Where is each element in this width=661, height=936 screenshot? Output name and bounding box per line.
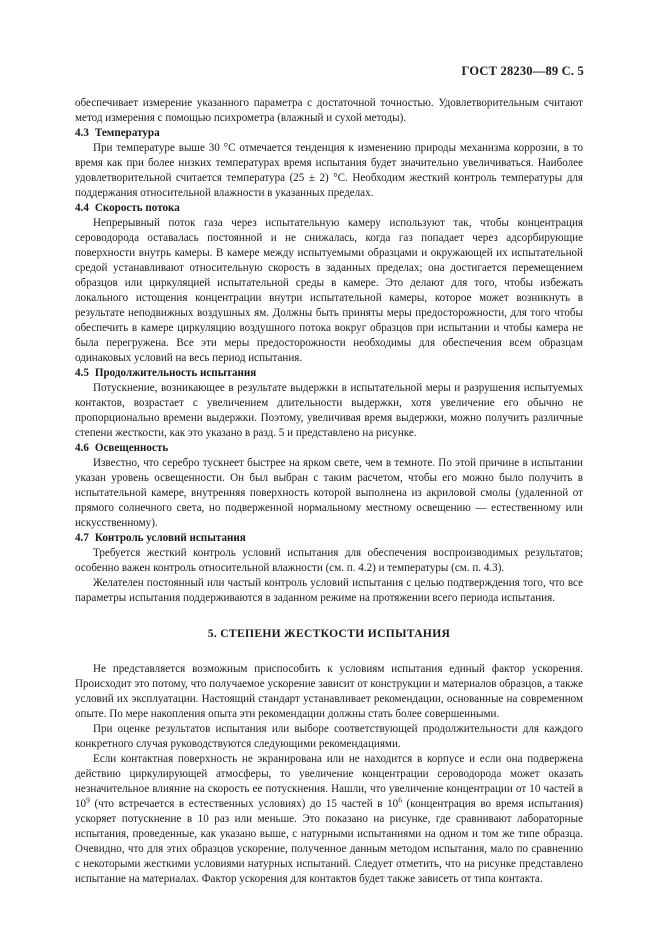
- section-4-4-text: Непрерывный поток газа через испытательную камеру используют так, чтобы концентрация сероводорода оставалась постоянной и не снижалась, когда газ попадает через адсорбирующие поверхности внутрь камеры. В камере между испытуемыми образцами и окружающей их испытательной средой устанавливают относительную скорость в заданных пределах; она достигается перемещением образцов или циркуляцией испытательной среды в камере. Это делают для того, чтобы избежать локального истощения концентрации внутри испытательной камеры, которое может возникнуть в результате неподвижных воздушных ям. Должны быть приняты меры предосторожности, для того чтобы обеспечить в камере циркуляцию воздушного потока вокруг образцов при испытании и чтобы камера не была перегружена. Все эти меры предосторожности необходимы для обеспечения всем образцам одинаковых условий на весь период испытания.: [75, 217, 583, 364]
- section-title: Скорость потока: [94, 202, 180, 214]
- section-4-6-heading: [75, 441, 583, 456]
- page-header: ГОСТ 28230—89 С. 5: [461, 64, 584, 78]
- section-title: Температура: [94, 127, 160, 139]
- section-number: 4.5: [75, 367, 89, 379]
- section-title: Освещенность: [94, 442, 169, 454]
- section-4-3-text: При температуре выше 30 °С отмечается тенденция к изменению природы механизма коррозии, в то время как при более низких температурах время испытания будет значительно увеличиваться. Наиболее удовлетворительной считается температура (25 ± 2) °С. Необходим жесткий контроль температуры для поддержания относительной влажности в указанных пределах.: [75, 142, 583, 199]
- text-run: (концентрация во время испытания) ускоряет потускнение в 10 раз или меньше. Это показано на рисунке, где сравнивают лабораторные испытания, проведенные, как указано выше, с натурными испытаниями на одном и том же типе образца. Очевидно, что для этих образцов ускорение, полученное данным методом испытания, мало по сравнению с некоторыми жесткими условиями натурных испытаний. Следует отметить, что на рисунке представлено испытание на материалах. Фактор ускорения для контактов будет также зависеть от типа контакта.: [75, 798, 583, 885]
- section-number: 4.3: [75, 127, 89, 139]
- section-number: 4.6: [75, 442, 89, 454]
- section-4-7-text-1: Требуется жесткий контроль условий испытания для обеспечения воспроизводимых результатов; особенно важен контроль относительной влажности (см. п. 4.2) и температуры (см. п. 4.3).: [75, 547, 583, 574]
- section-4-5-text: Потускнение, возникающее в результате выдержки в испытательной меры и разрушения испытуемых контактов, возрастает с увеличением длительности выдержки, хотя увеличение его обычно не пропорционально времени выдержки. Поэтому, увеличивая время выдержки, можно получить различные степени жесткости, как это указано в разд. 5 и представлено на рисунке.: [75, 382, 583, 439]
- section-5-paragraph-1: Не представляется возможным приспособить к условиям испытания единый фактор ускорения. Происходит это потому, что получаемое ускорение зависит от конструкции и материалов образцов, а также условий их эксплуатации. Настоящий стандарт устанавливает рекомендации, основанные на современном опыте. По мере накопления опыта эти рекомендации должны стать более совершенными.: [75, 663, 583, 720]
- section-title: Контроль условий испытания: [94, 532, 246, 544]
- section-4-6-text: Известно, что серебро тускнеет быстрее на ярком свете, чем в темноте. По этой причине в испытании указан уровень освещенности. Он был выбран с таким расчетом, чтобы его можно было получить в испытательной камере, внутренняя поверхность которой выполнена из акриловой смолы (удаленной от прямого солнечного света, но подверженной нормальному местному освещению — естественному или искусственному).: [75, 457, 583, 529]
- section-5-paragraph-2: При оценке результатов испытания или выборе соответствующей продолжительности для каждого конкретного случая руководствуются следующими рекомендациями.: [75, 723, 583, 750]
- text-run: (что встречается в естественных условиях) до 15 частей в 10: [89, 798, 399, 810]
- section-5-heading: 5. СТЕПЕНИ ЖЕСТКОСТИ ИСПЫТАНИЯ: [207, 627, 451, 640]
- section-4-7-heading: [75, 531, 583, 546]
- section-number: 4.7: [75, 532, 89, 544]
- text-run: Если контактная поверхность не экранирована или не находится в корпусе и если она подвержена действию циркулирующей атмосферы, то увеличение концентрации сероводорода может оказать незначительное влияние на скорость ее потускнения. Нашли, что увеличение концентрации от 10 частей в 10: [75, 753, 583, 810]
- section-4-5-heading: [75, 366, 583, 381]
- exponent: 9: [86, 795, 90, 805]
- section-4-4-heading: [75, 201, 583, 216]
- section-4-7-text-2: Желателен постоянный или частый контроль условий испытания с целью подтверждения того, что все параметры испытания поддерживаются в заданном режиме на протяжении всего периода испытания.: [75, 577, 583, 604]
- section-5-paragraph-3: [75, 752, 583, 887]
- section-title: Продолжительность испытания: [94, 367, 257, 379]
- intro-paragraph: обеспечивает измерение указанного параметра с достаточной точностью. Удовлетворительным считают метод измерения с помощью психрометра (влажный и сухой методы).: [75, 97, 583, 124]
- exponent: 6: [398, 795, 402, 805]
- section-4-3-heading: [75, 126, 583, 141]
- section-number: 4.4: [75, 202, 89, 214]
- document-body: [75, 96, 583, 887]
